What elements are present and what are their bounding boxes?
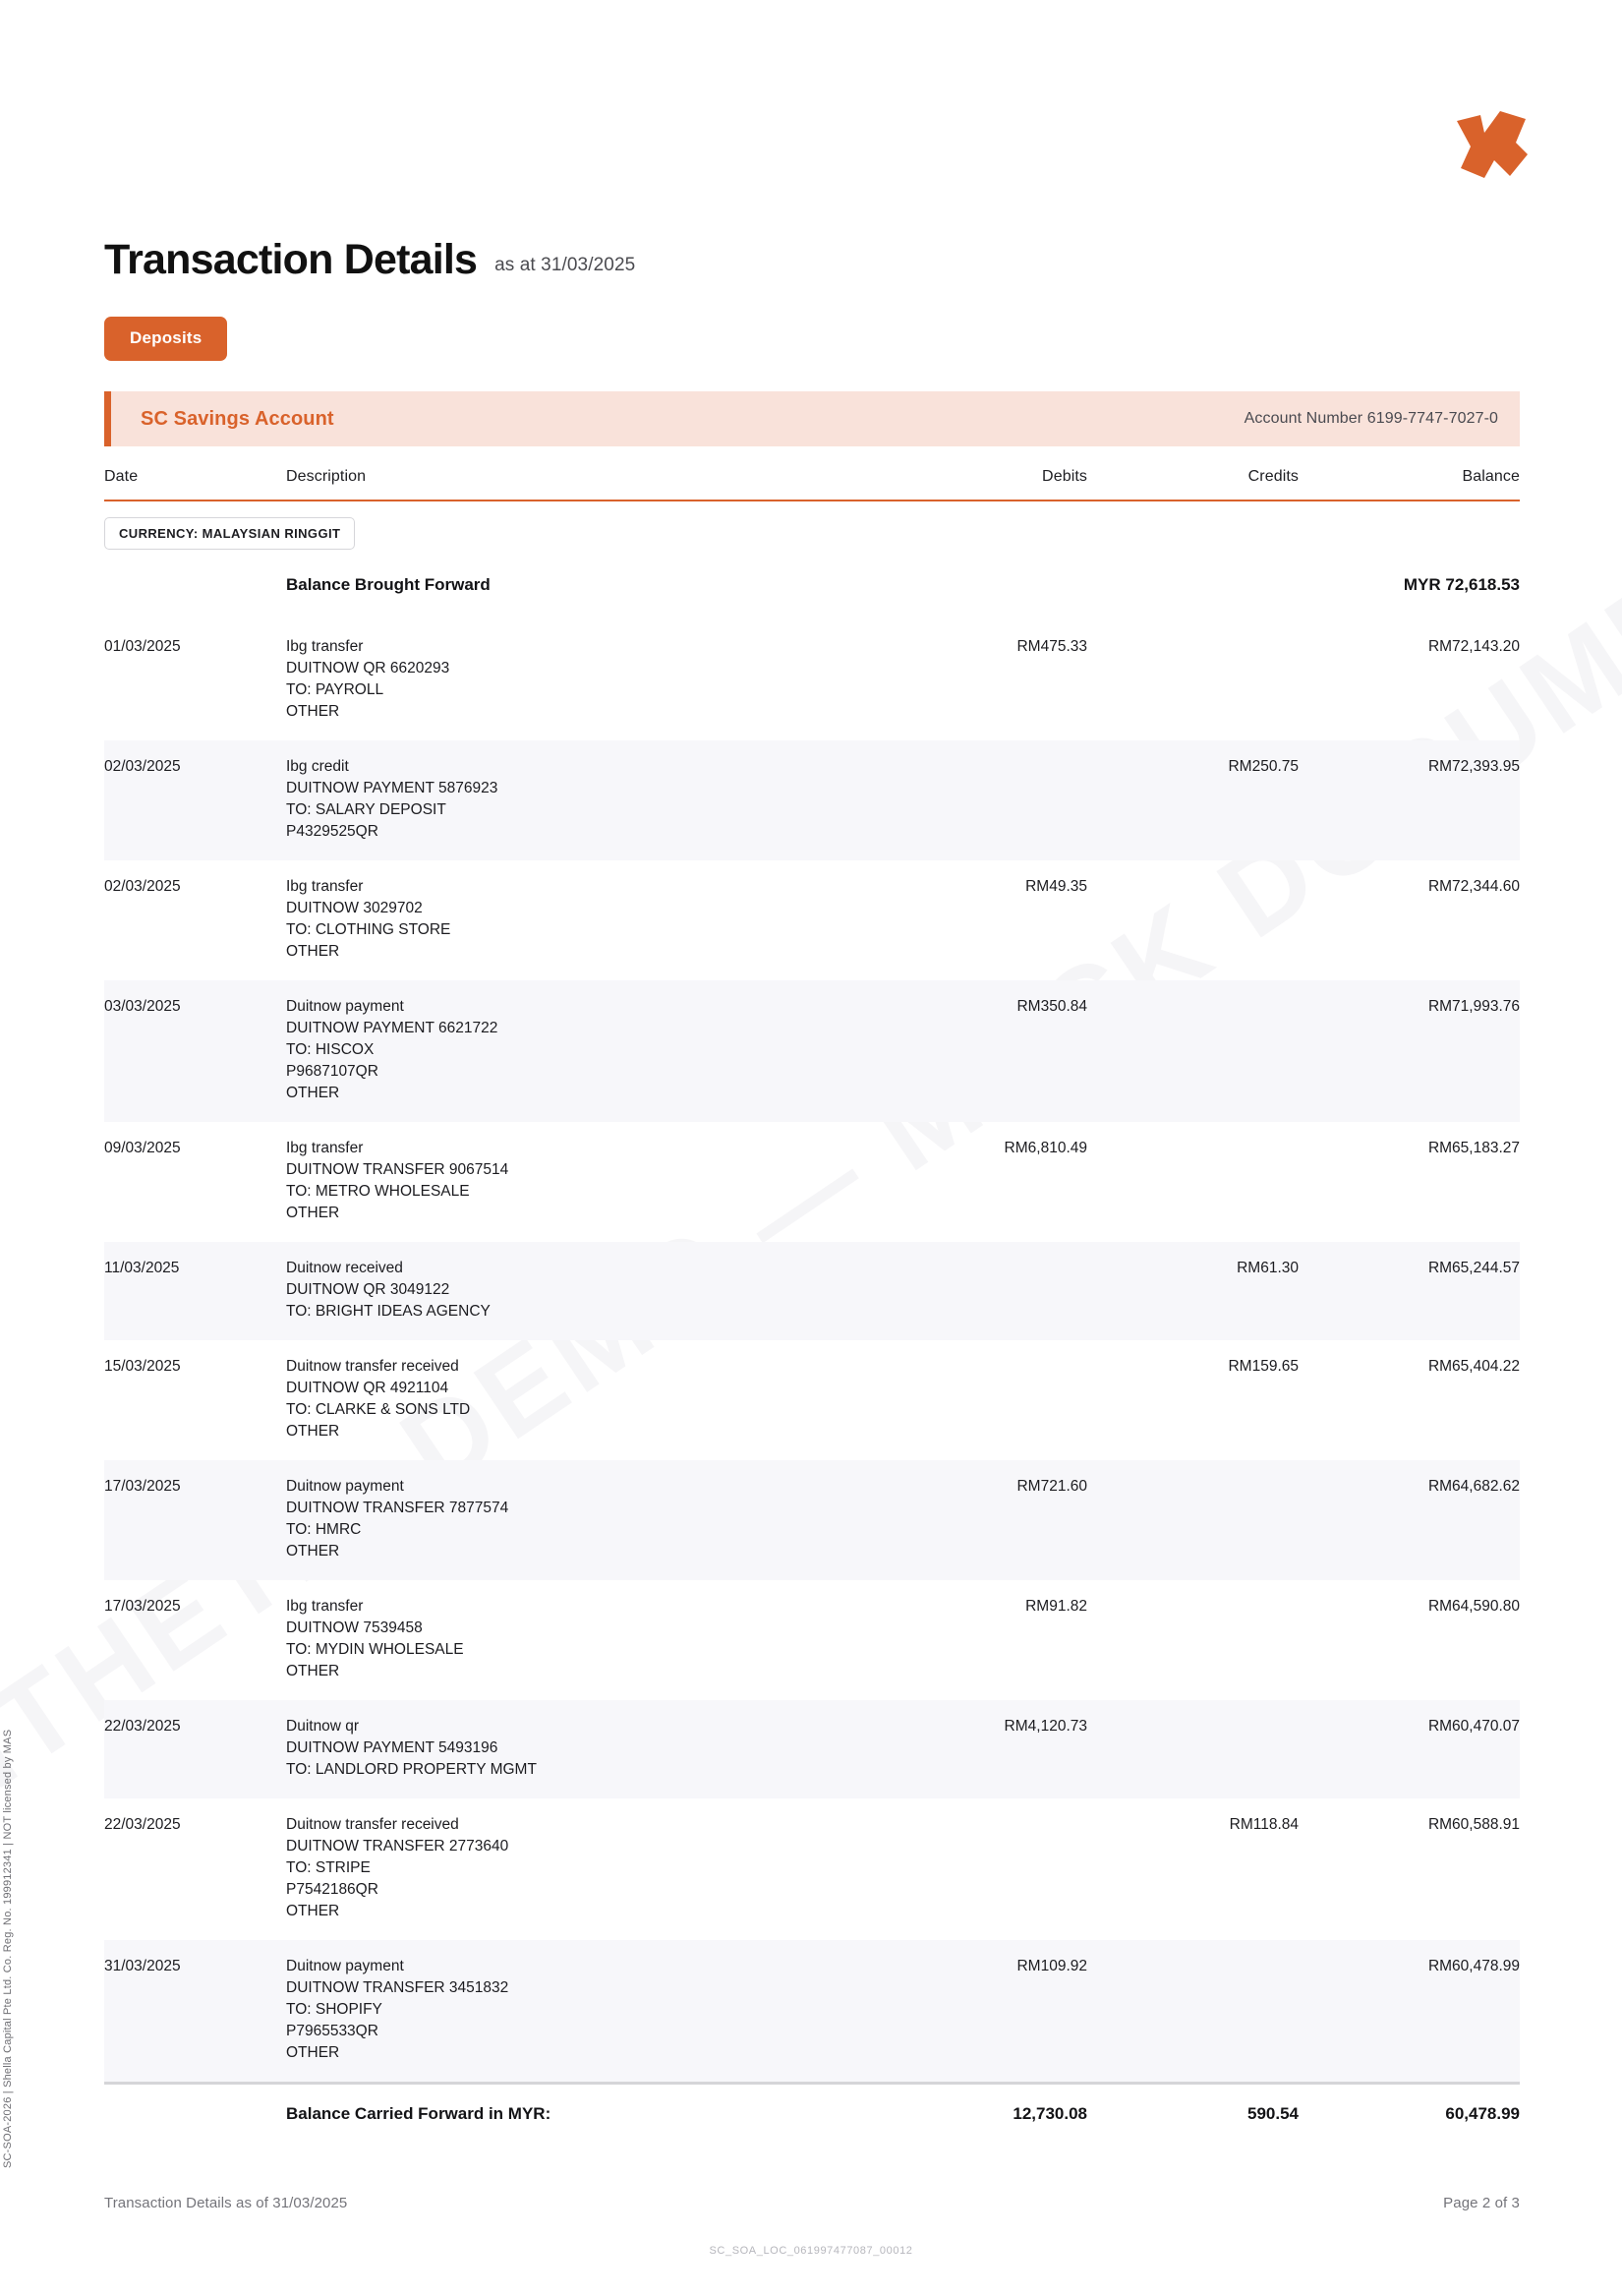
description-line: Ibg transfer — [286, 1140, 364, 1156]
table-header-row — [104, 468, 1520, 500]
cell-debit: RM6,810.49 — [1004, 1140, 1087, 1156]
deposits-badge: Deposits — [104, 317, 227, 361]
cell-date: 02/03/2025 — [104, 740, 286, 860]
description-line: DUITNOW QR 6620293 — [286, 660, 450, 677]
cell-balance: RM64,590.80 — [1427, 1598, 1520, 1615]
description-line: Ibg transfer — [286, 878, 364, 895]
description-line: TO: CLOTHING STORE — [286, 921, 451, 938]
description-line: P9687107QR — [286, 1063, 378, 1080]
cell-balance: RM65,183.27 — [1427, 1140, 1520, 1156]
description-line: DUITNOW QR 3049122 — [286, 1281, 450, 1298]
cell-date: 17/03/2025 — [104, 1598, 181, 1615]
cell-description — [286, 1940, 861, 2084]
footer-page-number: Page 2 of 3 — [1443, 2195, 1520, 2211]
cell-description — [286, 1340, 861, 1460]
cell-credit — [1087, 1460, 1299, 1580]
description-line: DUITNOW TRANSFER 2773640 — [286, 1838, 509, 1854]
cell-debit — [861, 1340, 1087, 1460]
description-line: P7965533QR — [286, 2023, 378, 2039]
cell-credit — [1087, 1580, 1299, 1700]
description-line: P4329525QR — [286, 823, 378, 840]
cell-description — [286, 740, 861, 860]
description-line: Ibg transfer — [286, 1598, 364, 1615]
table-row — [104, 620, 1520, 740]
description-line: DUITNOW 7539458 — [286, 1619, 423, 1636]
cell-description — [286, 1242, 861, 1340]
description-line: OTHER — [286, 1903, 340, 1919]
description-line: DUITNOW 3029702 — [286, 900, 423, 916]
cell-balance: RM65,404.22 — [1427, 1358, 1520, 1375]
description-line: TO: HMRC — [286, 1521, 362, 1538]
cell-balance: RM60,588.91 — [1427, 1816, 1520, 1833]
cell-credit — [1087, 620, 1299, 740]
description-line: OTHER — [286, 703, 340, 720]
cell-description — [286, 1460, 861, 1580]
column-header-date: Date — [104, 468, 139, 485]
cell-credit — [1087, 980, 1299, 1122]
cell-date: 02/03/2025 — [104, 878, 181, 895]
description-line: DUITNOW TRANSFER 3451832 — [286, 1979, 509, 1996]
description-line: TO: SALARY DEPOSIT — [286, 801, 446, 818]
description-line: DUITNOW PAYMENT 6621722 — [286, 1020, 498, 1036]
description-line: TO: CLARKE & SONS LTD — [286, 1401, 471, 1418]
table-row — [104, 860, 1520, 980]
balance-carried-forward-row — [104, 2085, 1520, 2134]
description-line: Ibg credit — [286, 758, 349, 775]
description-line: TO: METRO WHOLESALE — [286, 1183, 470, 1200]
description-line: Ibg transfer — [286, 638, 364, 655]
description-line: Duitnow received — [286, 1260, 403, 1276]
description-line: TO: SHOPIFY — [286, 2001, 382, 2018]
table-row — [104, 1122, 1520, 1242]
account-number: Account Number 6199-7747-7027-0 — [1244, 410, 1498, 427]
title-row — [104, 0, 1520, 281]
table-row — [104, 980, 1520, 1122]
document-reference-code: SC_SOA_LOC_061997477087_00012 — [709, 2245, 913, 2257]
cell-date: 01/03/2025 — [104, 638, 181, 655]
cell-description — [286, 980, 861, 1122]
description-line: DUITNOW TRANSFER 9067514 — [286, 1161, 509, 1178]
description-line: Duitnow payment — [286, 1958, 404, 1974]
transactions-body — [104, 500, 1520, 2084]
description-line: TO: STRIPE — [286, 1859, 371, 1876]
account-header-band — [104, 391, 1520, 446]
table-row — [104, 1460, 1520, 1580]
cell-description — [286, 620, 861, 740]
cell-description — [286, 1580, 861, 1700]
cell-credit: RM159.65 — [1228, 1358, 1299, 1375]
column-header-balance: Balance — [1462, 468, 1520, 485]
cell-debit — [861, 740, 1087, 860]
cell-date: 22/03/2025 — [104, 1700, 286, 1798]
cell-credit — [1087, 1940, 1299, 2084]
cell-date: 03/03/2025 — [104, 980, 286, 1122]
cell-balance: RM71,993.76 — [1299, 980, 1520, 1122]
footer-left-text: Transaction Details as of 31/03/2025 — [104, 2195, 348, 2211]
description-line: TO: MYDIN WHOLESALE — [286, 1641, 464, 1658]
cell-credit — [1087, 1700, 1299, 1798]
document-content — [104, 0, 1520, 2134]
balance-carried-forward-credits: 590.54 — [1247, 2104, 1299, 2123]
table-row — [104, 1580, 1520, 1700]
description-line: DUITNOW PAYMENT 5493196 — [286, 1739, 498, 1756]
cell-debit: RM91.82 — [1025, 1598, 1087, 1615]
description-line: TO: HISCOX — [286, 1041, 375, 1058]
balance-brought-forward-value: MYR 72,618.53 — [1403, 575, 1520, 594]
cell-date: 15/03/2025 — [104, 1358, 181, 1375]
page-title: Transaction Details — [104, 236, 478, 283]
cell-debit: RM475.33 — [1016, 638, 1087, 655]
cell-debit — [861, 1798, 1087, 1940]
description-line: Duitnow payment — [286, 998, 404, 1015]
description-line: OTHER — [286, 1663, 340, 1679]
cell-balance: RM65,244.57 — [1299, 1242, 1520, 1340]
column-header-debits: Debits — [1042, 468, 1087, 485]
description-line: Duitnow transfer received — [286, 1816, 459, 1833]
currency-row — [104, 500, 1520, 559]
description-line: DUITNOW QR 4921104 — [286, 1380, 449, 1396]
cell-debit: RM350.84 — [861, 980, 1087, 1122]
description-line: DUITNOW TRANSFER 7877574 — [286, 1500, 509, 1516]
cell-date: 31/03/2025 — [104, 1940, 286, 2084]
description-line: OTHER — [286, 943, 340, 960]
cell-credit: RM250.75 — [1087, 740, 1299, 860]
brand-logo-icon — [1451, 103, 1532, 184]
currency-chip: CURRENCY: MALAYSIAN RINGGIT — [104, 517, 355, 550]
cell-credit — [1087, 1122, 1299, 1242]
transactions-table — [104, 468, 1520, 2134]
description-line: TO: PAYROLL — [286, 681, 384, 698]
description-line: Duitnow qr — [286, 1718, 360, 1735]
transactions-foot — [104, 2084, 1520, 2135]
cell-debit — [861, 1242, 1087, 1340]
description-line: OTHER — [286, 1205, 340, 1221]
table-row — [104, 1340, 1520, 1460]
account-name: SC Savings Account — [141, 407, 334, 430]
cell-credit: RM118.84 — [1229, 1816, 1299, 1833]
description-line: OTHER — [286, 2044, 340, 2061]
cell-balance: RM60,478.99 — [1299, 1940, 1520, 2084]
cell-date: 22/03/2025 — [104, 1816, 181, 1833]
description-line: Duitnow transfer received — [286, 1358, 459, 1375]
cell-description — [286, 860, 861, 980]
cell-date: 17/03/2025 — [104, 1460, 286, 1580]
description-line: P7542186QR — [286, 1881, 378, 1898]
cell-credit: RM61.30 — [1087, 1242, 1299, 1340]
description-line: OTHER — [286, 1085, 340, 1101]
balance-carried-forward-debits: 12,730.08 — [1013, 2104, 1087, 2123]
cell-balance: RM60,470.07 — [1299, 1700, 1520, 1798]
description-line: TO: BRIGHT IDEAS AGENCY — [286, 1303, 491, 1320]
as-at-date: as at 31/03/2025 — [494, 255, 636, 275]
page-footer — [104, 2195, 1520, 2211]
cell-balance: RM72,143.20 — [1427, 638, 1520, 655]
table-row — [104, 1798, 1520, 1940]
cell-date: 09/03/2025 — [104, 1140, 181, 1156]
balance-carried-forward-balance: 60,478.99 — [1445, 2104, 1520, 2123]
description-line: TO: LANDLORD PROPERTY MGMT — [286, 1761, 537, 1778]
cell-description — [286, 1122, 861, 1242]
side-legal-text: SC-SOA-2026 | Shella Capital Pte Ltd. Co. Reg. No. 199912341 | NOT licensed by MAS — [2, 1729, 14, 2168]
cell-debit: RM721.60 — [861, 1460, 1087, 1580]
balance-brought-forward-row — [104, 559, 1520, 620]
cell-balance: RM72,393.95 — [1299, 740, 1520, 860]
description-line: OTHER — [286, 1423, 340, 1440]
cell-description — [286, 1700, 861, 1798]
cell-debit: RM4,120.73 — [861, 1700, 1087, 1798]
table-row — [104, 1700, 1520, 1798]
cell-balance: RM64,682.62 — [1299, 1460, 1520, 1580]
cell-balance: RM72,344.60 — [1427, 878, 1520, 895]
table-row — [104, 1242, 1520, 1340]
balance-carried-forward-label: Balance Carried Forward in MYR: — [286, 2104, 551, 2123]
cell-description — [286, 1798, 861, 1940]
column-header-description: Description — [286, 468, 367, 485]
cell-debit: RM109.92 — [861, 1940, 1087, 2084]
description-line: OTHER — [286, 1543, 340, 1560]
cell-debit: RM49.35 — [1025, 878, 1087, 895]
table-row — [104, 1940, 1520, 2084]
description-line: DUITNOW PAYMENT 5876923 — [286, 780, 498, 796]
balance-brought-forward-label: Balance Brought Forward — [286, 575, 491, 594]
description-line: Duitnow payment — [286, 1478, 404, 1495]
table-row — [104, 740, 1520, 860]
cell-credit — [1087, 860, 1299, 980]
column-header-credits: Credits — [1247, 468, 1299, 485]
cell-date: 11/03/2025 — [104, 1242, 286, 1340]
